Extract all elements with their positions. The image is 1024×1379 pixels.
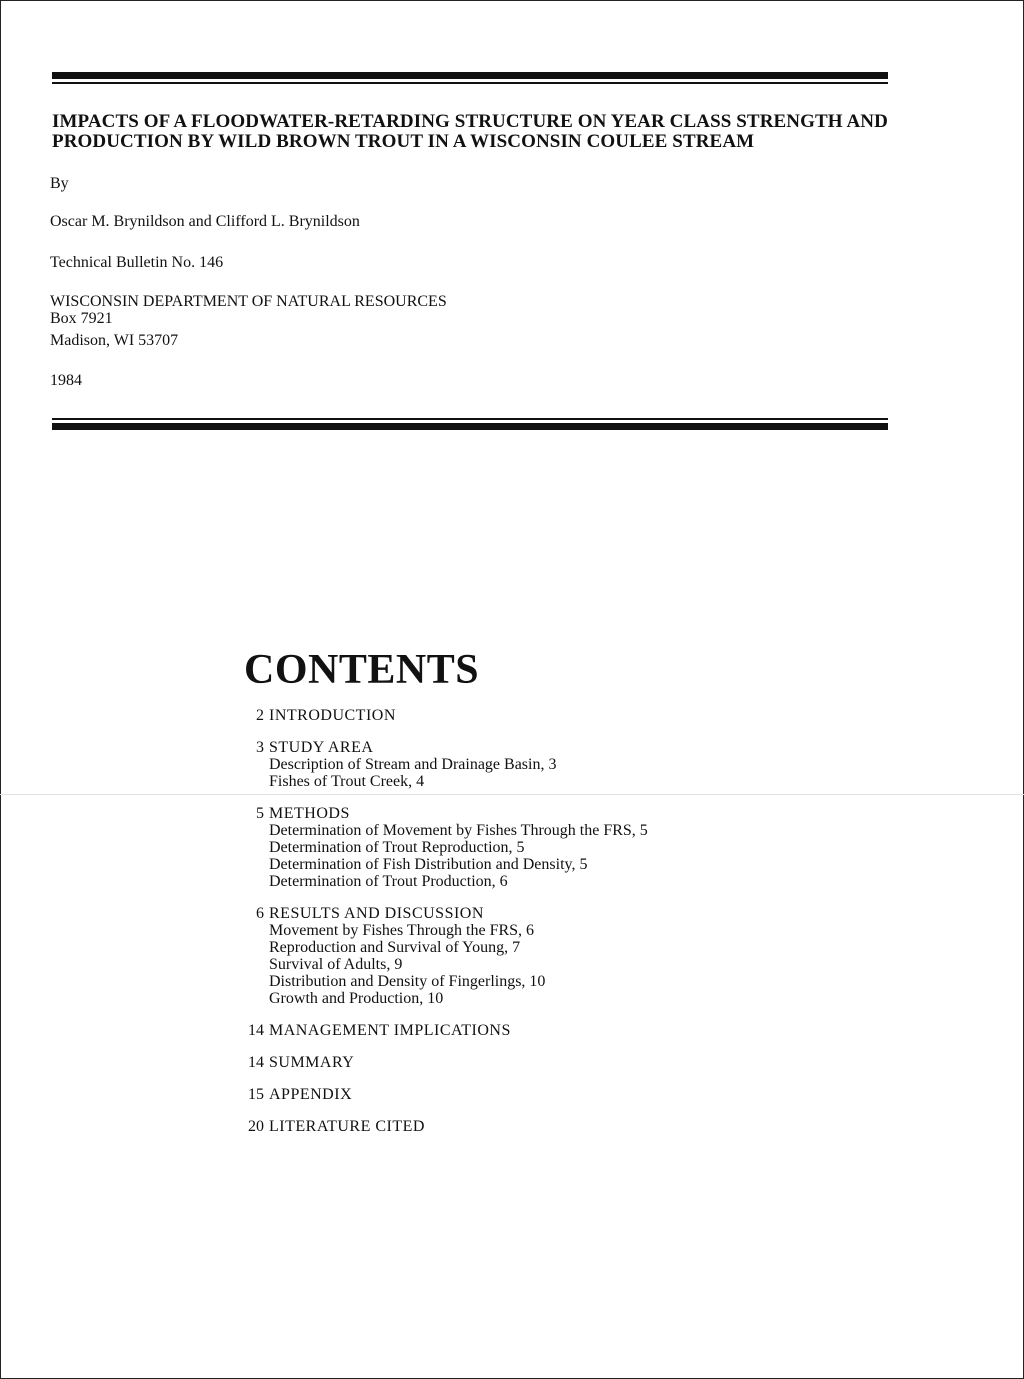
toc-section-label: INTRODUCTION	[269, 707, 396, 724]
toc-subentry[interactable]: Distribution and Density of Fingerlings, 10	[269, 973, 546, 990]
toc-entry[interactable]	[238, 1022, 758, 1039]
top-double-rule	[52, 72, 888, 84]
bulletin-number: Technical Bulletin No. 146	[50, 254, 224, 271]
authors: Oscar M. Brynildson and Clifford L. Brynildson	[50, 213, 360, 230]
byline: By	[50, 175, 69, 192]
toc-subentry[interactable]: Growth and Production, 10	[269, 990, 444, 1007]
toc-subentry[interactable]: Determination of Trout Production, 6	[269, 873, 508, 890]
toc-section-label: APPENDIX	[269, 1086, 353, 1103]
toc-entry[interactable]	[238, 805, 758, 822]
toc-section-label: STUDY AREA	[269, 739, 374, 756]
table-of-contents	[238, 707, 758, 1150]
toc-subentry[interactable]: Movement by Fishes Through the FRS, 6	[269, 922, 535, 939]
title-line-2: PRODUCTION BY WILD BROWN TROUT IN A WISCONSIN COULEE STREAM	[52, 131, 755, 152]
publisher-box: Box 7921	[50, 310, 113, 327]
toc-section	[238, 905, 758, 1007]
toc-subentry[interactable]: Determination of Fish Distribution and Density, 5	[269, 856, 588, 873]
toc-section-label: LITERATURE CITED	[269, 1118, 425, 1135]
toc-subentry[interactable]: Determination of Trout Reproduction, 5	[269, 839, 525, 856]
publisher-name: WISCONSIN DEPARTMENT OF NATURAL RESOURCES	[50, 293, 447, 310]
toc-section	[238, 805, 758, 890]
toc-section	[238, 1022, 758, 1039]
toc-entry[interactable]	[238, 1054, 758, 1071]
toc-page-number: 5	[256, 805, 264, 822]
toc-page-number: 3	[256, 739, 264, 756]
toc-subentry[interactable]: Reproduction and Survival of Young, 7	[269, 939, 521, 956]
toc-section	[238, 707, 758, 724]
toc-entry[interactable]	[238, 905, 758, 922]
toc-subentry[interactable]: Fishes of Trout Creek, 4	[269, 773, 425, 790]
toc-page-number: 15	[248, 1086, 264, 1103]
toc-page-number: 20	[248, 1118, 264, 1135]
publisher-city: Madison, WI 53707	[50, 332, 179, 349]
toc-entry[interactable]	[238, 1118, 758, 1135]
toc-page-number: 14	[248, 1022, 264, 1039]
toc-entry[interactable]	[238, 707, 758, 724]
toc-subentry[interactable]: Determination of Movement by Fishes Through the FRS, 5	[269, 822, 648, 839]
toc-section	[238, 1118, 758, 1135]
toc-entry[interactable]	[238, 1086, 758, 1103]
toc-page-number: 14	[248, 1054, 264, 1071]
toc-page-number: 6	[256, 905, 264, 922]
title-line-1: IMPACTS OF A FLOODWATER-RETARDING STRUCTURE ON YEAR CLASS STRENGTH AND	[52, 111, 888, 132]
toc-section	[238, 1054, 758, 1071]
toc-section-label: METHODS	[269, 805, 350, 822]
toc-subentry[interactable]: Description of Stream and Drainage Basin, 3	[269, 756, 557, 773]
toc-section	[238, 739, 758, 790]
toc-section-label: RESULTS AND DISCUSSION	[269, 905, 484, 922]
publication-year: 1984	[50, 372, 82, 389]
toc-section	[238, 1086, 758, 1103]
toc-entry[interactable]	[238, 739, 758, 756]
toc-page-number: 2	[256, 707, 264, 724]
toc-subentry[interactable]: Survival of Adults, 9	[269, 956, 403, 973]
toc-section-label: MANAGEMENT IMPLICATIONS	[269, 1022, 511, 1039]
document-title	[52, 112, 902, 152]
toc-section-label: SUMMARY	[269, 1054, 355, 1071]
contents-heading: CONTENTS	[244, 647, 480, 693]
bottom-double-rule	[52, 418, 888, 430]
